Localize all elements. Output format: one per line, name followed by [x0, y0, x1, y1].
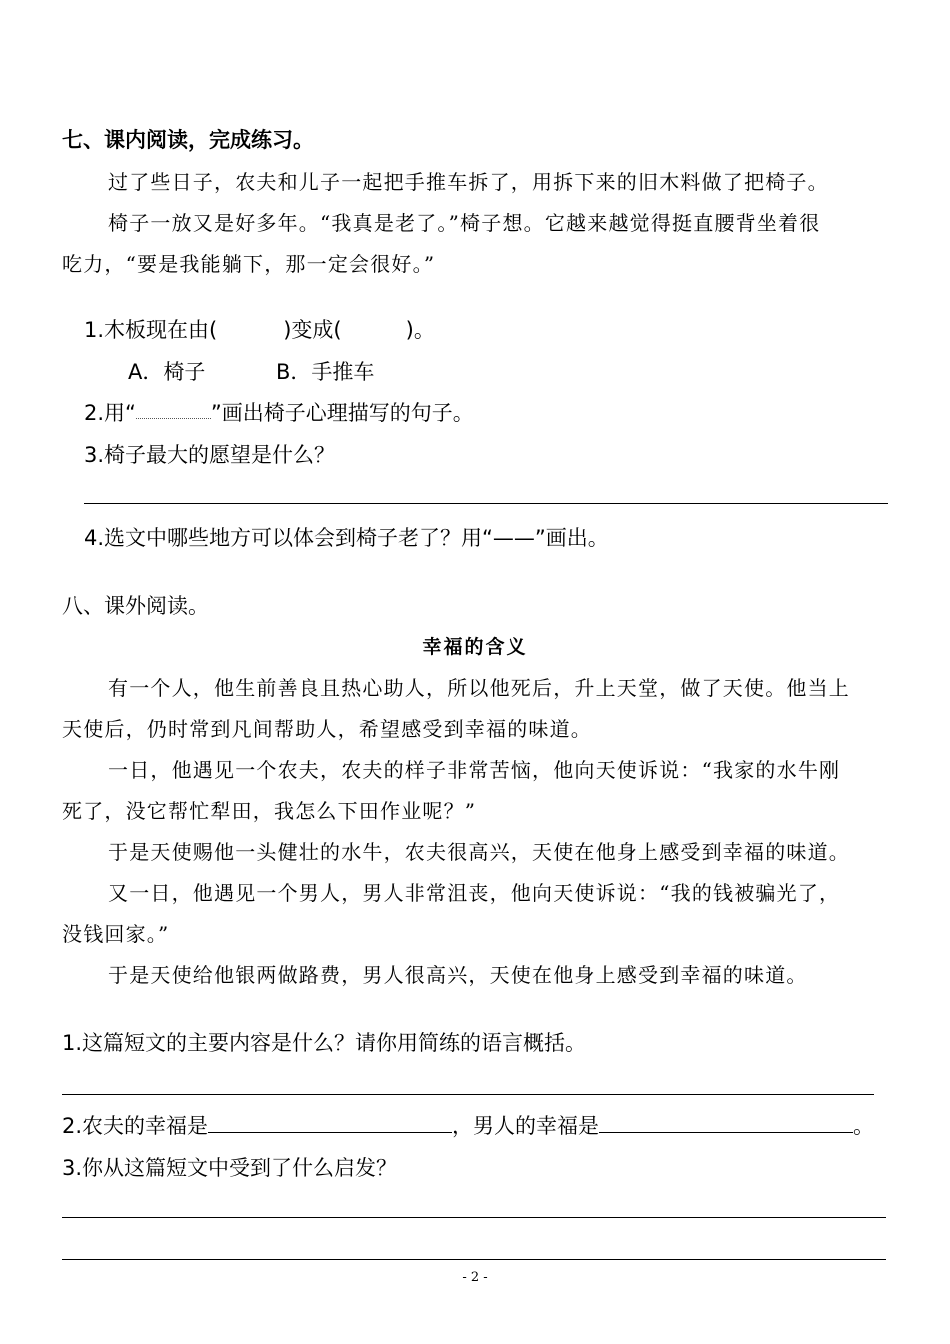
farmer-happiness-blank[interactable] [208, 1110, 452, 1133]
man-happiness-blank[interactable] [599, 1110, 853, 1133]
s8-passage-line-5: 于是天使赐他一头健壮的水牛，农夫很高兴，天使在他身上感受到幸福的味道。 [108, 840, 850, 864]
s8-q1-answer-line[interactable] [62, 1094, 874, 1095]
section-7-passage-line-2: 椅子一放又是好多年。“我真是老了。”椅子想。它越来越觉得挺直腰背坐着很 [108, 211, 821, 235]
s8-question-1: 1.这篇短文的主要内容是什么？请你用简练的语言概括。 [62, 1031, 587, 1055]
s8-q3-answer-line-2[interactable] [62, 1259, 886, 1260]
s8-question-2 [62, 1110, 874, 1140]
s7-question-3: 3.椅子最大的愿望是什么？ [84, 443, 336, 467]
s8-q2-middle: ，男人的幸福是 [452, 1114, 600, 1138]
s8-q3-answer-line-1[interactable] [62, 1217, 886, 1218]
s7-q1-option-b[interactable]: B．手推车 [276, 360, 375, 384]
s7-question-1 [84, 314, 435, 344]
s7-q2-prefix: 2.用“ [84, 401, 136, 425]
article-title: 幸福的含义 [422, 636, 528, 658]
s8-passage-line-2: 天使后，仍时常到凡间帮助人，希望感受到幸福的味道。 [62, 717, 592, 741]
s8-q2-prefix: 2.农夫的幸福是 [62, 1114, 209, 1138]
s8-passage-line-6: 又一日，他遇见一个男人，男人非常沮丧，他向天使诉说：“我的钱被骗光了， [108, 881, 841, 905]
page-number: - 2 - [462, 1270, 488, 1285]
s7-q2-suffix: ”画出椅子心理描写的句子。 [210, 401, 474, 425]
s8-passage-line-7: 没钱回家。” [62, 922, 170, 946]
section-8-heading: 八、课外阅读。 [62, 594, 209, 618]
s7-q1-prefix: 1.木板现在由( [84, 318, 218, 342]
s8-passage-line-4: 死了，没它帮忙犁田，我怎么下田作业呢？” [62, 799, 477, 823]
s8-question-3: 3.你从这篇短文中受到了什么启发？ [62, 1156, 398, 1180]
s8-q2-suffix: 。 [853, 1114, 875, 1138]
s7-question-4: 4.选文中哪些地方可以体会到椅子老了？用“——”画出。 [84, 526, 609, 550]
section-7-heading: 七、课内阅读，完成练习。 [62, 128, 314, 152]
wavy-underline-sample [136, 410, 211, 419]
s8-passage-line-8: 于是天使给他银两做路费，男人很高兴，天使在他身上感受到幸福的味道。 [108, 963, 808, 987]
s7-question-2 [84, 397, 474, 427]
s8-passage-line-1: 有一个人，他生前善良且热心助人，所以他死后，升上天堂，做了天使。他当上 [108, 676, 850, 700]
s7-q1-middle: )变成( [283, 318, 342, 342]
s7-q1-option-a[interactable]: A．椅子 [128, 360, 206, 384]
section-7-passage-line-1: 过了些日子，农夫和儿子一起把手推车拆了，用拆下来的旧木料做了把椅子。 [108, 170, 829, 194]
s7-q3-answer-line[interactable] [84, 503, 888, 504]
section-7-passage-line-3: 吃力，“要是我能躺下，那一定会很好。” [62, 252, 436, 276]
s7-q1-suffix: )。 [405, 318, 435, 342]
s8-passage-line-3: 一日，他遇见一个农夫，农夫的样子非常苦恼，他向天使诉说：“我家的水牛刚 [108, 758, 841, 782]
